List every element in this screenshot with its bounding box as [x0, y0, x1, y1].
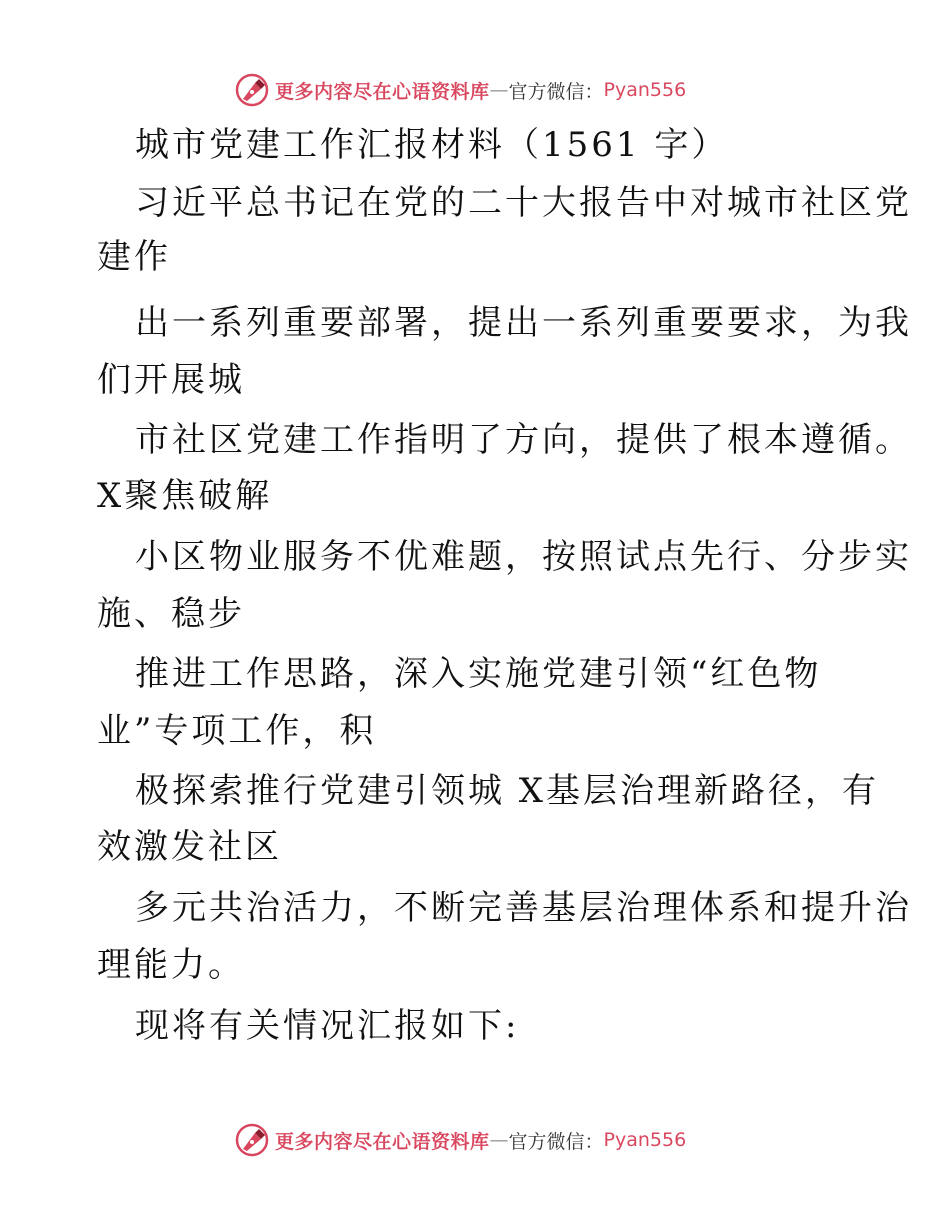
text-line: 极探索推行党建引领城 X基层治理新路径，有 [135, 771, 880, 811]
banner-wechat-label: 官方微信： [508, 80, 604, 103]
text-line: 多元共治活力，不断完善基层治理体系和提升治 [135, 888, 912, 928]
footer-banner [235, 1122, 686, 1158]
text-line: X聚焦破解 [97, 476, 273, 516]
header-banner [235, 72, 686, 108]
text-line: 出一系列重要部署，提出一系列重要要求，为我 [135, 303, 912, 343]
banner-separator: — [489, 79, 509, 101]
banner-title: 更多内容尽在心语资料库 [275, 1130, 490, 1153]
text-line: 们开展城 [97, 360, 245, 400]
text-line: 现将有关情况汇报如下: [135, 1006, 520, 1046]
pen-nib-logo-icon [235, 73, 269, 107]
text-line: 效激发社区 [97, 827, 282, 867]
text-line: 市社区党建工作指明了方向，提供了根本遵循。 [135, 420, 912, 460]
banner-title: 更多内容尽在心语资料库 [275, 80, 490, 103]
text-line: 业”专项工作，积 [97, 711, 377, 751]
document-title: 城市党建工作汇报材料（1561 字） [135, 125, 729, 165]
pen-nib-logo-icon [235, 1123, 269, 1157]
banner-separator: — [489, 1129, 509, 1151]
text-line: 小区物业服务不优难题，按照试点先行、分步实 [135, 537, 912, 577]
text-line: 推进工作思路，深入实施党建引领“红色物 [135, 654, 822, 694]
banner-wechat-label: 官方微信： [508, 1130, 604, 1153]
banner-wechat-handle: Pyan556 [603, 79, 687, 101]
banner-wechat-handle: Pyan556 [603, 1129, 687, 1151]
text-line: 理能力。 [97, 945, 245, 985]
text-line: 习近平总书记在党的二十大报告中对城市社区党 [135, 183, 912, 223]
text-line: 施、稳步 [97, 594, 245, 634]
text-line: 建作 [97, 237, 171, 277]
